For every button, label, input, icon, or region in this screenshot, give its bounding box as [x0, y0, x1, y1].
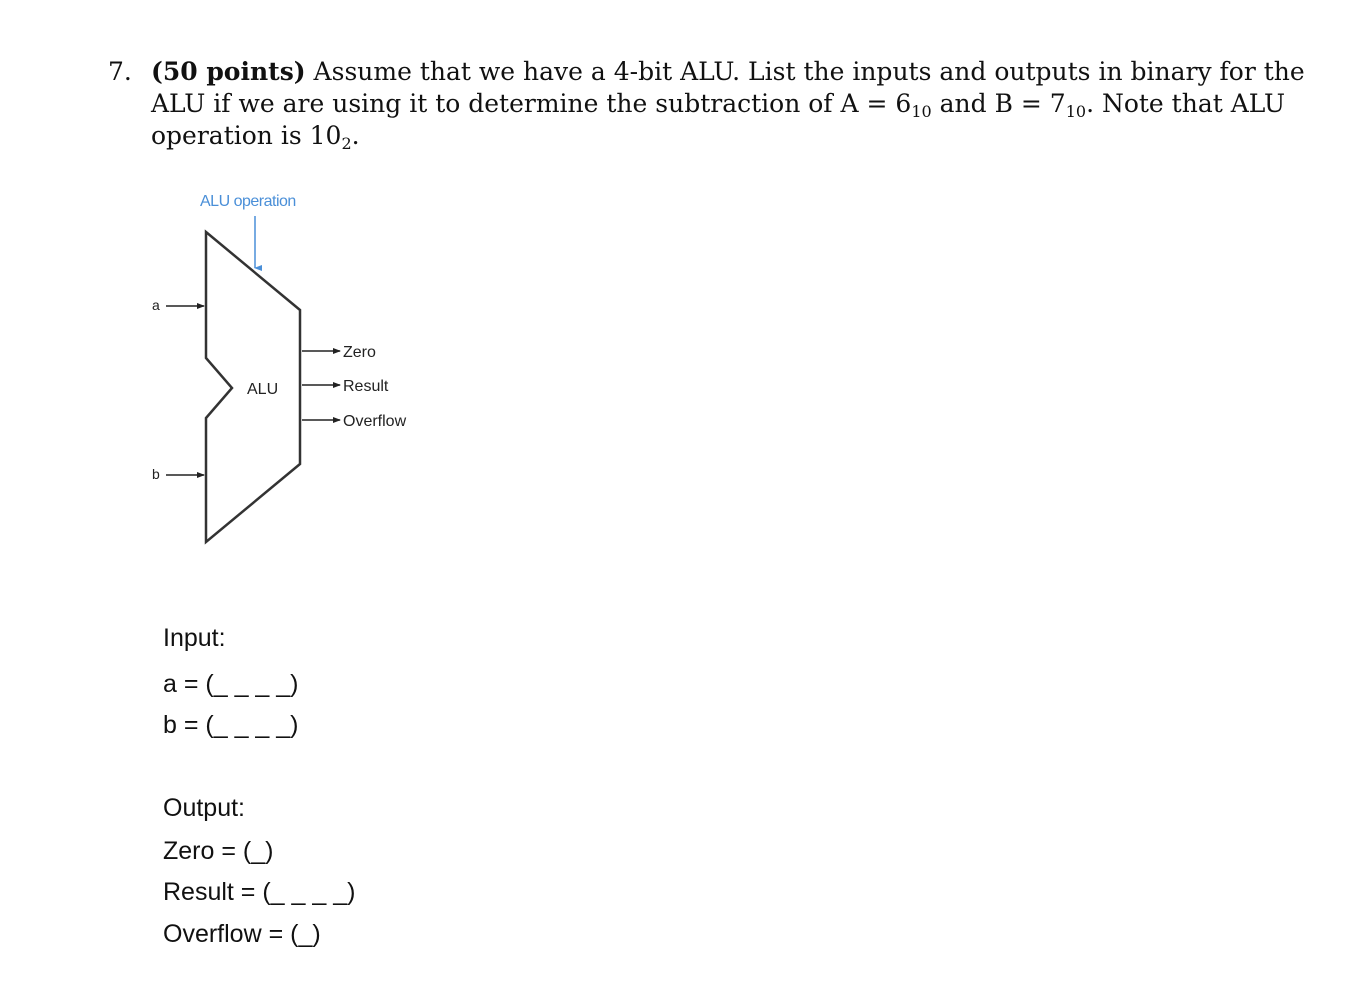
output-result-label: Result [343, 378, 389, 395]
question-number: 7. [108, 57, 132, 86]
question-text-part1: Assume that we have a 4-bit ALU. List the inputs and outputs in binary for the ALU if we are using it to determine the subtraction of A = 6 [151, 57, 1305, 118]
input-b-label: b [152, 466, 160, 482]
question-text-part3: . Note that ALU operation is 10 [151, 89, 1286, 150]
question-text-part4: . [351, 121, 360, 150]
input-a-label: a [152, 297, 160, 313]
answer-zero-line: Zero = (_) [163, 837, 274, 865]
answer-result-line: Result = (_ _ _ _) [163, 878, 356, 906]
answer-a-line: a = (_ _ _ _) [163, 670, 299, 698]
question-text [151, 56, 1311, 152]
answer-overflow-line: Overflow = (_) [163, 920, 321, 948]
output-heading: Output: [163, 794, 245, 822]
subscript-op: 2 [341, 134, 352, 153]
alu-operation-label: ALU operation [200, 193, 296, 210]
question-text-part2: and B = 7 [931, 89, 1066, 118]
alu-diagram [140, 180, 440, 560]
question-points: (50 points) [151, 57, 306, 86]
output-overflow-label: Overflow [343, 413, 407, 430]
alu-label: ALU [247, 381, 279, 398]
output-zero-label: Zero [343, 344, 376, 361]
input-heading: Input: [163, 624, 226, 652]
subscript-b: 10 [1065, 102, 1087, 121]
subscript-a: 10 [911, 102, 932, 121]
answer-b-line: b = (_ _ _ _) [163, 711, 299, 739]
